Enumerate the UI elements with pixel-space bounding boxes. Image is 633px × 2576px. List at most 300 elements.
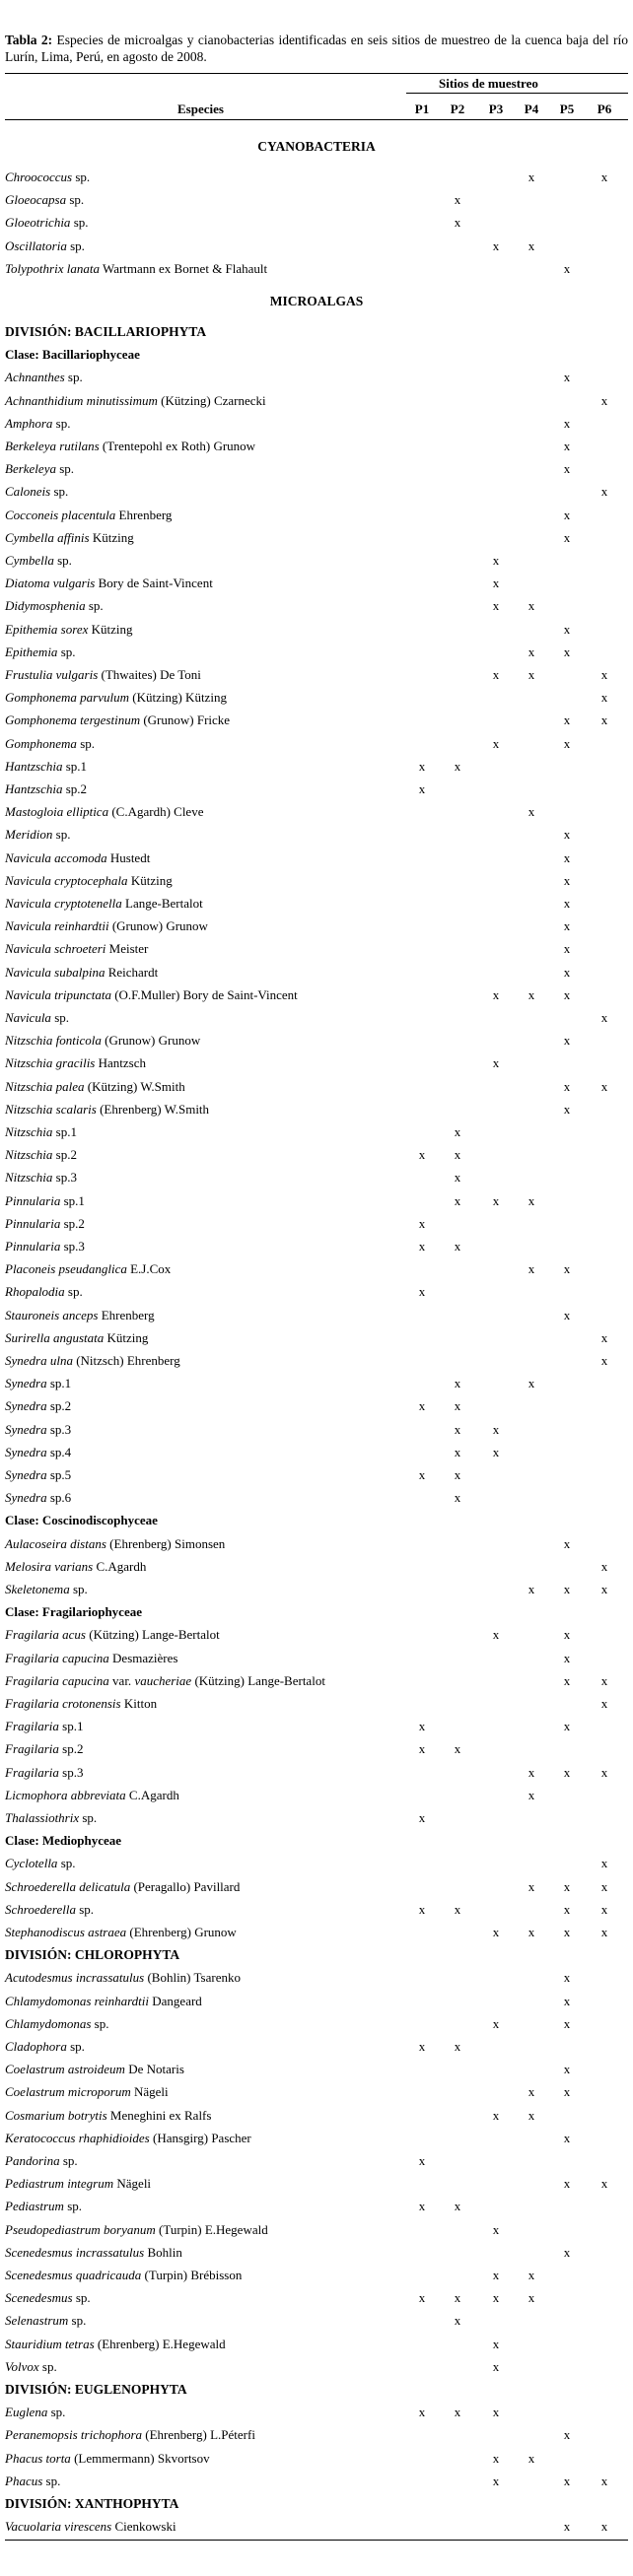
site-mark-p2: x <box>454 1444 461 1459</box>
species-name <box>5 1029 200 1051</box>
species-binomial: Fragilaria <box>5 1719 59 1734</box>
class-heading: Clase: Bacillariophyceae <box>5 347 140 363</box>
site-mark-p6: x <box>600 690 608 706</box>
species-authority: sp.5 <box>46 1467 72 1482</box>
site-mark-p3: x <box>492 2107 500 2123</box>
site-mark-p5: x <box>563 2176 571 2192</box>
class-heading: Clase: Mediophyceae <box>5 1833 122 1849</box>
species-authority: sp.2 <box>60 1215 85 1231</box>
species-name <box>5 389 266 412</box>
species-authority: sp. <box>50 1010 69 1025</box>
site-mark-p6: x <box>600 667 608 682</box>
species-authority: (Kützing) Lange-Bertalot <box>85 1627 220 1643</box>
species-name <box>5 480 68 503</box>
species-authority: Ehrenberg <box>98 1307 155 1322</box>
table-row <box>0 1990 633 2012</box>
species-header: Especies <box>177 102 224 116</box>
site-mark-p2: x <box>454 1421 461 1437</box>
table-row <box>0 2333 633 2355</box>
site-mark-p4: x <box>528 598 535 614</box>
species-name <box>5 1189 85 1212</box>
species-binomial: Cocconeis placentula <box>5 507 116 522</box>
site-mark-p5: x <box>563 827 571 843</box>
species-name <box>5 915 208 937</box>
species-name <box>5 686 227 709</box>
site-mark-p5: x <box>563 1970 571 1986</box>
species-authority: (Nitzsch) Ehrenberg <box>72 1353 180 1368</box>
species-name <box>5 1280 83 1303</box>
species-name <box>5 1075 185 1098</box>
species-binomial: Vacuolaria virescens <box>5 2519 112 2535</box>
division-heading: DIVISIÓN: XANTHOPHYTA <box>5 2496 179 2511</box>
table-row <box>0 1394 633 1417</box>
site-mark-p5: x <box>563 712 571 728</box>
species-binomial: Pandorina <box>5 2153 60 2168</box>
site-mark-p1: x <box>418 1901 426 1917</box>
species-binomial: Peranemopsis trichophora <box>5 2427 143 2443</box>
species-name <box>5 663 201 686</box>
species-name <box>5 2058 184 2080</box>
species-name <box>5 1349 180 1372</box>
species-authority: Bory de Saint-Vincent <box>95 576 213 591</box>
site-mark-p2: x <box>454 1467 461 1482</box>
species-authority: sp. <box>85 598 104 614</box>
section-heading: CYANOBACTERIA <box>257 139 376 154</box>
species-authority: sp.4 <box>46 1444 72 1459</box>
table-row <box>0 1051 633 1074</box>
site-mark-p6: x <box>600 2519 608 2535</box>
species-name <box>5 504 172 526</box>
site-mark-p3: x <box>492 1192 500 1208</box>
species-authority: sp.2 <box>46 1398 72 1414</box>
species-binomial: Diatoma vulgaris <box>5 576 96 591</box>
species-binomial: Pediastrum <box>5 2199 64 2214</box>
species-name <box>5 1715 83 1737</box>
species-name <box>5 166 90 188</box>
species-binomial: Synedra <box>5 1398 47 1414</box>
species-name <box>5 1555 146 1578</box>
table-row <box>0 1737 633 1760</box>
table-row <box>0 435 633 457</box>
species-name <box>5 2172 151 2195</box>
site-mark-p4: x <box>528 169 535 184</box>
species-name <box>5 2264 242 2286</box>
species-authority: (Ehrenberg) W.Smith <box>96 1101 210 1117</box>
species-binomial: Gomphonema <box>5 735 77 751</box>
site-mark-p5: x <box>563 439 571 453</box>
species-authority: Cienkowski <box>111 2519 176 2535</box>
species-binomial: Cymbella affinis <box>5 529 90 545</box>
species-authority: Kitton <box>120 1696 158 1711</box>
site-mark-p5: x <box>563 1672 571 1688</box>
site-mark-p1: x <box>418 1215 426 1231</box>
site-mark-p6: x <box>600 1764 608 1780</box>
species-name <box>5 1692 157 1715</box>
site-mark-p3: x <box>492 2221 500 2237</box>
site-mark-p3: x <box>492 2015 500 2031</box>
table-row <box>0 2470 633 2492</box>
table-row <box>0 1029 633 1051</box>
species-authority: (Hansgirg) Pascher <box>149 2130 251 2145</box>
table-row <box>0 1486 633 1509</box>
site-mark-p5: x <box>563 1033 571 1049</box>
species-authority: sp.1 <box>46 1376 72 1391</box>
site-header-p2: P2 <box>450 102 465 116</box>
table-row <box>0 755 633 778</box>
species-authority: (Ehrenberg) Grunow <box>126 1925 237 1939</box>
site-mark-p4: x <box>528 1376 535 1391</box>
site-mark-p6: x <box>600 484 608 500</box>
species-binomial: Navicula accomoda <box>5 849 107 865</box>
table-row <box>0 2172 633 2195</box>
species-name <box>5 2333 226 2355</box>
species-authority: var. vaucheriae (Kützing) Lange-Bertalot <box>108 1672 325 1688</box>
species-binomial: Mastogloia elliptica <box>5 804 109 820</box>
species-authority: (Kützing) Kützing <box>129 690 227 706</box>
table-row <box>0 2012 633 2035</box>
site-mark-p5: x <box>563 849 571 865</box>
class-heading: Clase: Coscinodiscophyceae <box>5 1513 158 1528</box>
section-heading: MICROALGAS <box>269 294 364 308</box>
site-header-p5: P5 <box>559 102 575 116</box>
site-mark-p4: x <box>528 2084 535 2100</box>
species-name <box>5 1372 71 1394</box>
species-name <box>5 2515 176 2538</box>
table-caption <box>5 32 628 65</box>
species-authority: (Ehrenberg) E.Hegewald <box>94 2336 226 2351</box>
site-mark-p2: x <box>454 1398 461 1414</box>
table-row <box>0 504 633 526</box>
species-binomial: Nitzschia <box>5 1147 53 1163</box>
site-mark-p2: x <box>454 2313 461 2329</box>
species-authority: Reichardt <box>105 964 159 980</box>
table-row <box>0 1898 633 1921</box>
table-row <box>0 549 633 572</box>
site-mark-p6: x <box>600 1010 608 1025</box>
species-binomial: Keratococcus rhaphidioides <box>5 2130 150 2145</box>
table-row <box>0 1669 633 1692</box>
species-authority: (Ehrenberg) Simonsen <box>106 1535 226 1551</box>
species-authority: sp. <box>52 415 71 431</box>
table-row <box>0 1143 633 1166</box>
species-name <box>5 594 104 617</box>
site-mark-p5: x <box>563 2062 571 2077</box>
table-row <box>0 1921 633 1943</box>
table-row <box>0 1166 633 1188</box>
species-binomial: Epithemia sorex <box>5 621 89 637</box>
site-mark-p1: x <box>418 758 426 774</box>
species-binomial: Scenedesmus quadricauda <box>5 2268 142 2282</box>
site-mark-p6: x <box>600 1078 608 1094</box>
site-mark-p2: x <box>454 758 461 774</box>
species-binomial: Acutodesmus incrassatulus <box>5 1970 145 1986</box>
species-authority: sp.3 <box>52 1170 77 1186</box>
site-mark-p5: x <box>563 1878 571 1894</box>
site-mark-p5: x <box>563 1078 571 1094</box>
species-name <box>5 2218 268 2241</box>
species-authority: Nägeli <box>113 2176 152 2192</box>
species-name <box>5 1806 97 1829</box>
species-name <box>5 869 173 892</box>
caption-label: Tabla 2: <box>5 33 53 47</box>
table-row <box>0 480 633 503</box>
species-name <box>5 1921 237 1943</box>
species-name <box>5 1578 88 1600</box>
species-name <box>5 2035 85 2058</box>
species-binomial: Pinnularia <box>5 1215 61 1231</box>
species-binomial: Epithemia <box>5 644 58 659</box>
species-authority: sp.1 <box>62 758 88 774</box>
species-authority: Wartmann ex Bornet & Flahault <box>99 260 268 276</box>
species-authority: Hantzsch <box>95 1055 146 1071</box>
caption-text: Especies de microalgas y cianobacterias identificadas en seis sitios de muestreo de la cuenca baja del río Lurín, Lima, Perú, en agosto de 2008. <box>5 33 628 64</box>
species-binomial: Berkeleya rutilans <box>5 439 100 453</box>
species-binomial: Stauroneis anceps <box>5 1307 99 1322</box>
species-authority: sp.1 <box>52 1124 77 1139</box>
species-binomial: Fragilaria <box>5 1741 59 1757</box>
site-mark-p4: x <box>528 237 535 253</box>
species-authority: Kützing <box>88 621 133 637</box>
table-row <box>0 2195 633 2217</box>
site-mark-p3: x <box>492 598 500 614</box>
site-mark-p5: x <box>563 1764 571 1780</box>
site-mark-p5: x <box>563 2473 571 2488</box>
site-mark-p3: x <box>492 553 500 568</box>
species-name <box>5 618 133 641</box>
species-binomial: Gomphonema parvulum <box>5 690 130 706</box>
table-row <box>0 686 633 709</box>
table-row <box>0 1418 633 1441</box>
species-name <box>5 1051 146 1074</box>
species-authority: sp. <box>66 237 85 253</box>
species-binomial: Navicula schroeteri <box>5 941 106 957</box>
site-mark-p3: x <box>492 2358 500 2374</box>
species-authority: (C.Agardh) Cleve <box>108 804 204 820</box>
site-mark-p5: x <box>563 735 571 751</box>
species-authority: sp.1 <box>60 1192 85 1208</box>
site-mark-p2: x <box>454 1239 461 1254</box>
site-mark-p5: x <box>563 1925 571 1939</box>
species-binomial: Synedra <box>5 1444 47 1459</box>
site-mark-p2: x <box>454 2039 461 2054</box>
site-mark-p5: x <box>563 1901 571 1917</box>
site-mark-p5: x <box>563 941 571 957</box>
table-row <box>0 457 633 480</box>
site-mark-p5: x <box>563 644 571 659</box>
species-binomial: Surirella angustata <box>5 1329 105 1345</box>
species-name <box>5 892 203 915</box>
site-mark-p6: x <box>600 712 608 728</box>
species-binomial: Meridion <box>5 827 53 843</box>
species-binomial: Synedra <box>5 1421 47 1437</box>
site-mark-p5: x <box>563 461 571 477</box>
site-mark-p3: x <box>492 667 500 682</box>
table-row <box>0 1966 633 1989</box>
table-row <box>0 412 633 435</box>
species-name <box>5 755 87 778</box>
species-authority: sp. <box>68 2313 87 2329</box>
table-row <box>0 1647 633 1669</box>
species-name <box>5 1326 148 1349</box>
species-authority: sp. <box>50 484 69 500</box>
site-mark-p5: x <box>563 2130 571 2145</box>
table-row <box>0 732 633 755</box>
species-name <box>5 526 134 549</box>
species-binomial: Nitzschia fonticola <box>5 1033 102 1049</box>
species-authority: C.Agardh <box>125 1787 179 1802</box>
site-mark-p5: x <box>563 986 571 1002</box>
site-mark-p2: x <box>454 1192 461 1208</box>
site-mark-p5: x <box>563 964 571 980</box>
site-mark-p1: x <box>418 1467 426 1482</box>
species-binomial: Volvox <box>5 2358 39 2374</box>
sites-rule <box>406 93 628 94</box>
species-authority: sp. <box>66 192 85 208</box>
species-name <box>5 2447 210 2470</box>
table-row <box>0 915 633 937</box>
site-mark-p5: x <box>563 872 571 888</box>
site-mark-p3: x <box>492 237 500 253</box>
species-authority: sp. <box>55 461 75 477</box>
site-mark-p3: x <box>492 1627 500 1643</box>
site-mark-p2: x <box>454 2199 461 2214</box>
site-mark-p3: x <box>492 2450 500 2466</box>
table-row <box>0 1212 633 1235</box>
species-name <box>5 2470 60 2492</box>
site-mark-p1: x <box>418 1741 426 1757</box>
site-mark-p5: x <box>563 415 571 431</box>
site-mark-p5: x <box>563 529 571 545</box>
table-row <box>0 1532 633 1555</box>
species-authority: sp.3 <box>46 1421 72 1437</box>
site-mark-p1: x <box>418 2405 426 2420</box>
species-authority: sp. <box>79 1810 98 1825</box>
site-mark-p2: x <box>454 1124 461 1139</box>
species-binomial: Pinnularia <box>5 1192 61 1208</box>
site-mark-p5: x <box>563 1101 571 1117</box>
site-mark-p3: x <box>492 576 500 591</box>
table-row <box>0 1006 633 1029</box>
table-row <box>0 892 633 915</box>
table-row <box>0 1806 633 1829</box>
species-name <box>5 188 84 211</box>
species-name <box>5 800 203 823</box>
table-row <box>0 1280 633 1303</box>
species-binomial: Scenedesmus incrassatulus <box>5 2244 145 2260</box>
site-mark-p3: x <box>492 2290 500 2306</box>
species-name <box>5 1098 209 1120</box>
table-row <box>0 1463 633 1486</box>
species-authority: (Turpin) E.Hegewald <box>155 2221 268 2237</box>
site-mark-p5: x <box>563 918 571 934</box>
species-binomial: Chlamydomonas reinhardtii <box>5 1993 150 2008</box>
division-heading: DIVISIÓN: EUGLENOPHYTA <box>5 2382 187 2397</box>
species-name <box>5 1143 77 1166</box>
site-mark-p4: x <box>528 644 535 659</box>
species-binomial: Fragilaria crotonensis <box>5 1696 121 1711</box>
species-name <box>5 2012 108 2035</box>
species-binomial: Navicula tripunctata <box>5 986 111 1002</box>
species-name <box>5 1486 71 1509</box>
table-row <box>0 778 633 800</box>
site-mark-p5: x <box>563 2519 571 2535</box>
site-mark-p3: x <box>492 2336 500 2351</box>
species-authority: (Turpin) Brébisson <box>141 2268 243 2282</box>
species-binomial: Chlamydomonas <box>5 2015 92 2031</box>
species-name <box>5 257 267 280</box>
species-name <box>5 1463 71 1486</box>
site-mark-p5: x <box>563 1261 571 1277</box>
table-row <box>0 1852 633 1874</box>
species-binomial: Phacus torta <box>5 2450 71 2466</box>
species-binomial: Navicula subalpina <box>5 964 106 980</box>
table-row <box>0 869 633 892</box>
species-authority: sp. <box>91 2015 109 2031</box>
site-mark-p2: x <box>454 1901 461 1917</box>
species-name <box>5 1235 85 1257</box>
species-authority: C.Agardh <box>93 1558 147 1574</box>
table-row <box>0 2080 633 2103</box>
site-mark-p4: x <box>528 1925 535 1939</box>
site-mark-p6: x <box>600 1329 608 1345</box>
site-mark-p5: x <box>563 2244 571 2260</box>
species-authority: Kützing <box>89 529 134 545</box>
site-mark-p6: x <box>600 2176 608 2192</box>
site-mark-p4: x <box>528 1192 535 1208</box>
species-authority: (Kützing) W.Smith <box>84 1078 185 1094</box>
site-mark-p6: x <box>600 1696 608 1711</box>
species-name <box>5 2080 169 2103</box>
species-binomial: Skeletonema <box>5 1582 70 1596</box>
species-name <box>5 1761 83 1784</box>
site-mark-p3: x <box>492 1925 500 1939</box>
site-mark-p5: x <box>563 1719 571 1734</box>
species-binomial: Gloeocapsa <box>5 192 67 208</box>
species-authority: Lange-Bertalot <box>121 896 203 911</box>
table-row <box>0 1441 633 1463</box>
species-authority: Bohlin <box>144 2244 182 2260</box>
species-authority: sp. <box>53 553 72 568</box>
site-mark-p4: x <box>528 2290 535 2306</box>
species-binomial: Hantzschia <box>5 781 63 796</box>
species-authority: sp. <box>75 1901 95 1917</box>
site-mark-p3: x <box>492 2405 500 2420</box>
division-heading: DIVISIÓN: CHLOROPHYTA <box>5 1947 180 1963</box>
species-binomial: Fragilaria acus <box>5 1627 86 1643</box>
species-authority: Hustedt <box>106 849 151 865</box>
species-authority: (Peragallo) Pavillard <box>130 1878 241 1894</box>
site-mark-p1: x <box>418 1284 426 1300</box>
site-mark-p6: x <box>600 169 608 184</box>
species-name <box>5 1120 77 1143</box>
table-row <box>0 2149 633 2172</box>
species-name <box>5 1898 94 1921</box>
table-row <box>0 1761 633 1784</box>
species-binomial: Melosira varians <box>5 1558 94 1574</box>
species-authority: Kützing <box>104 1329 149 1345</box>
site-mark-p2: x <box>454 1490 461 1506</box>
table-row <box>0 389 633 412</box>
site-header-p6: P6 <box>597 102 612 116</box>
species-binomial: Gomphonema tergestinum <box>5 712 141 728</box>
species-binomial: Schroederella <box>5 1901 76 1917</box>
species-name <box>5 937 148 960</box>
species-name <box>5 1006 69 1029</box>
species-authority: sp. <box>64 1284 83 1300</box>
species-binomial: Synedra <box>5 1490 47 1506</box>
site-mark-p2: x <box>454 192 461 208</box>
species-binomial: Berkeleya <box>5 461 56 477</box>
